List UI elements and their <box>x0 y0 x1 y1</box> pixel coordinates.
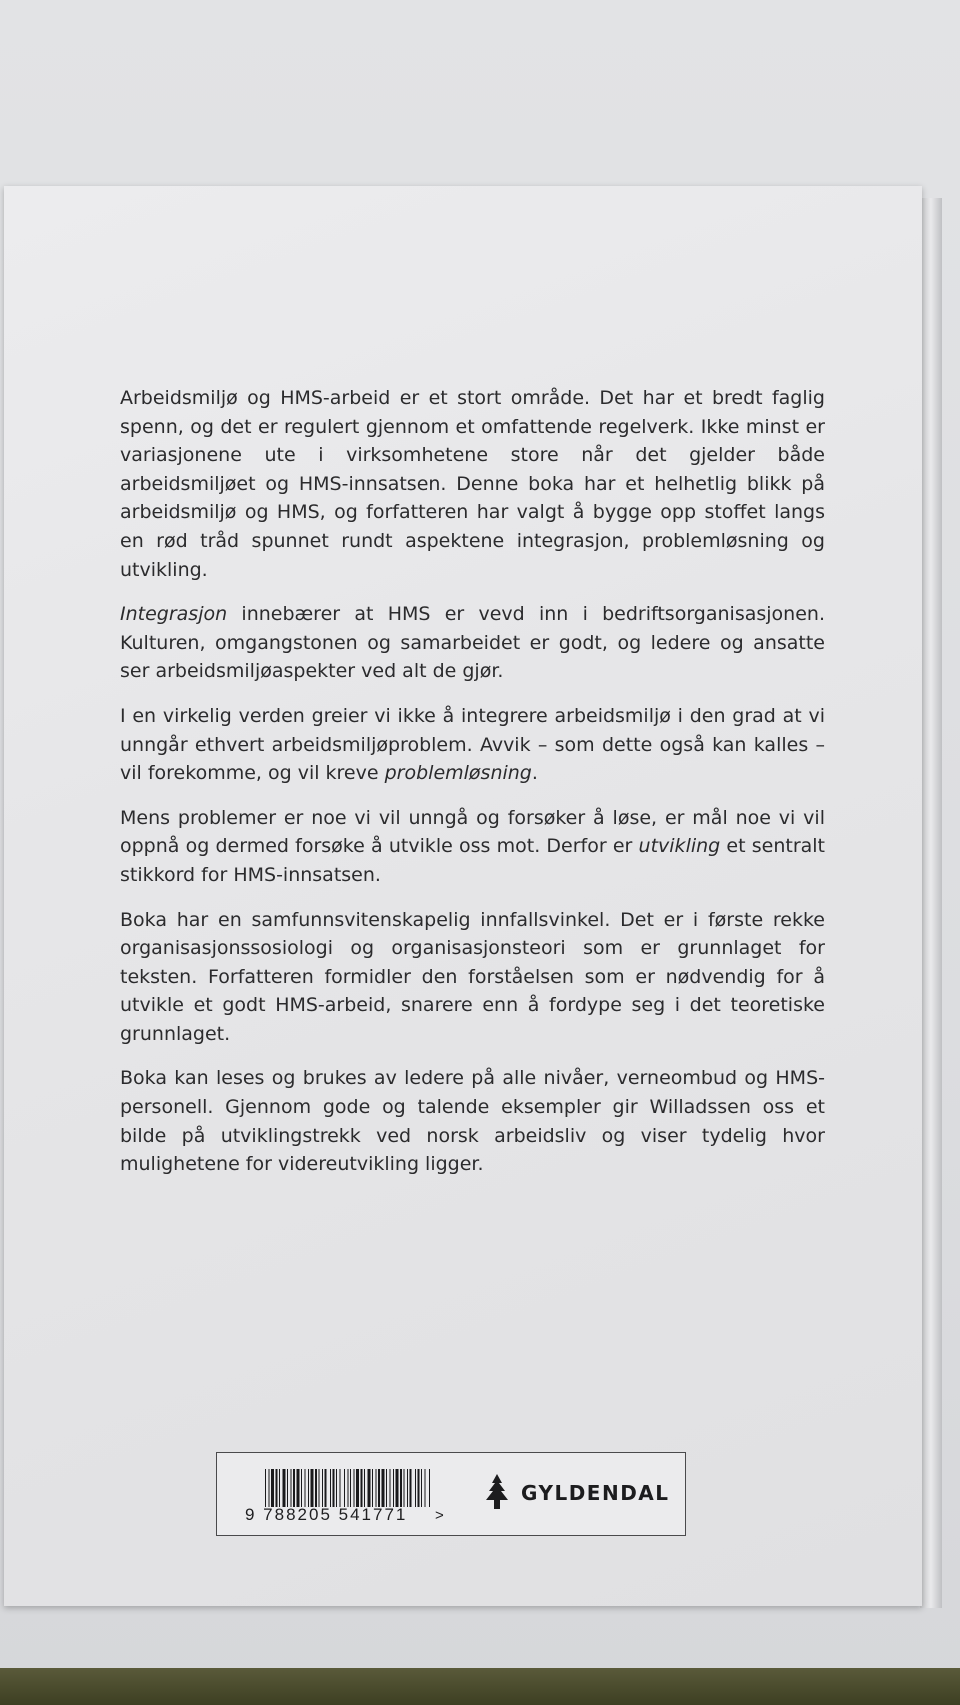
blurb-paragraph <box>120 600 825 686</box>
text-run: . <box>531 762 538 785</box>
barcode-bar <box>368 1469 371 1507</box>
barcode-bar <box>287 1469 288 1507</box>
blurb-paragraph <box>120 804 825 890</box>
text-run: Arbeidsmiljø og HMS-arbeid er et stort område. Det har et bredt faglig spenn, og det er regulert gjennom et omfattende regelverk. Ikke minst er variasjonene ute i virksomhetene store når det gjelder både arbeidsmiljøet og HMS-innsatsen. Denne boka har et helhetlig blikk på arbeidsmiljø og HMS, og forfatteren har valgt å bygge opp stoffet langs en rød tråd spunnet rundt aspektene integrasjon, problemløsning og utvikling. <box>120 387 825 581</box>
barcode-bar <box>372 1469 373 1507</box>
barcode-bar <box>279 1469 280 1507</box>
barcode-bar <box>293 1469 295 1507</box>
table-edge <box>0 1668 960 1705</box>
barcode-bar <box>291 1469 292 1507</box>
barcode-bar <box>356 1469 359 1507</box>
barcode-bar <box>269 1469 270 1507</box>
blurb-paragraph <box>120 384 825 584</box>
barcode-bar <box>429 1469 430 1507</box>
barcode-bar <box>308 1469 309 1507</box>
barcode-bar <box>311 1469 314 1507</box>
barcode-bar <box>364 1469 365 1507</box>
barcode <box>265 1469 431 1507</box>
barcode-bar <box>344 1469 345 1507</box>
barcode-bar <box>319 1469 320 1507</box>
publisher-name: GYLDENDAL <box>521 1481 670 1505</box>
barcode-bar <box>393 1469 394 1507</box>
text-run: Mens problemer er noe vi vil unngå og forsøker å løse, er mål noe vi vil oppnå og dermed forsøke å utvikle oss mot. Derfor er <box>120 806 825 858</box>
barcode-bar <box>322 1469 323 1507</box>
barcode-bar <box>276 1469 278 1507</box>
barcode-label <box>216 1452 686 1536</box>
barcode-bar <box>404 1469 405 1507</box>
barcode-bar <box>305 1469 306 1507</box>
barcode-bar <box>340 1469 341 1507</box>
barcode-bar <box>301 1469 302 1507</box>
tree-icon <box>481 1473 513 1513</box>
barcode-bar <box>315 1469 317 1507</box>
isbn-number: 9 788205 541771 <box>245 1505 408 1524</box>
text-run: Boka har en samfunnsvitenskapelig innfallsvinkel. Det er i første rekke organisasjonssosiologi og organisasjonsteori som er grunnlaget for teksten. Forfatteren formidler den forståelsen som er nødvendig for å utvikle et godt HMS-arbeid, snarere enn å fordype seg i det teoretiske grunnlaget. <box>120 908 825 1045</box>
barcode-bar <box>390 1469 391 1507</box>
barcode-bar <box>265 1469 266 1507</box>
barcode-bar <box>348 1469 349 1507</box>
text-run: I en virkelig verden greier vi ikke å integrere arbeidsmiljø i den grad at vi unngår ethvert arbeidsmiljøproblem. Avvik – som dette også kan kalles – vil forekomme, og vil kreve <box>120 704 825 785</box>
blurb-paragraph <box>120 702 825 788</box>
barcode-bar <box>418 1469 420 1507</box>
barcode-bar <box>400 1469 402 1507</box>
barcode-bar <box>336 1469 337 1507</box>
text-run-italic: Integrasjon <box>120 603 228 626</box>
text-run-italic: utvikling <box>638 835 721 858</box>
blurb-paragraph <box>120 906 825 1049</box>
barcode-bar <box>283 1469 286 1507</box>
barcode-bar <box>396 1469 399 1507</box>
barcode-bar <box>361 1469 363 1507</box>
text-run: Boka kan leses og brukes av ledere på alle nivåer, verneombud og HMS-personell. Gjennom gode og talende eksempler gir Willadssen oss et bilde på utviklingstrekk ved norsk arbeidsliv og viser tydelig hvor mulighetene for videreutvikling ligger. <box>120 1067 825 1176</box>
barcode-bar <box>425 1469 426 1507</box>
barcode-bar <box>297 1469 300 1507</box>
isbn-arrow: > <box>435 1507 444 1524</box>
barcode-bar <box>382 1469 385 1507</box>
barcode-bar <box>271 1469 274 1507</box>
barcode-bar <box>407 1469 408 1507</box>
book-spine-edge <box>920 198 942 1608</box>
barcode-bar <box>386 1469 387 1507</box>
barcode-bar <box>378 1469 380 1507</box>
publisher-logo <box>481 1473 670 1513</box>
barcode-bar <box>410 1469 412 1507</box>
barcode-bar <box>376 1469 377 1507</box>
barcode-bar <box>333 1469 335 1507</box>
blurb-paragraph <box>120 1064 825 1178</box>
barcode-bar <box>421 1469 422 1507</box>
blurb-text <box>120 384 825 1195</box>
text-run-italic: problemløsning <box>384 762 532 785</box>
barcode-bar <box>325 1469 327 1507</box>
text-run: innebærer at HMS er vevd inn i bedriftsorganisasjonen. Kulturen, omgangstonen og samarbeidet er godt, og ledere og ansatte ser arbeidsmiljøaspekter ved alt de gjør. <box>120 603 825 683</box>
barcode-bar <box>415 1469 416 1507</box>
text-run: et sentralt stikkord for HMS-innsatsen. <box>120 835 826 886</box>
barcode-bar <box>354 1469 355 1507</box>
barcode-bar <box>350 1469 351 1507</box>
barcode-bar <box>330 1469 331 1507</box>
